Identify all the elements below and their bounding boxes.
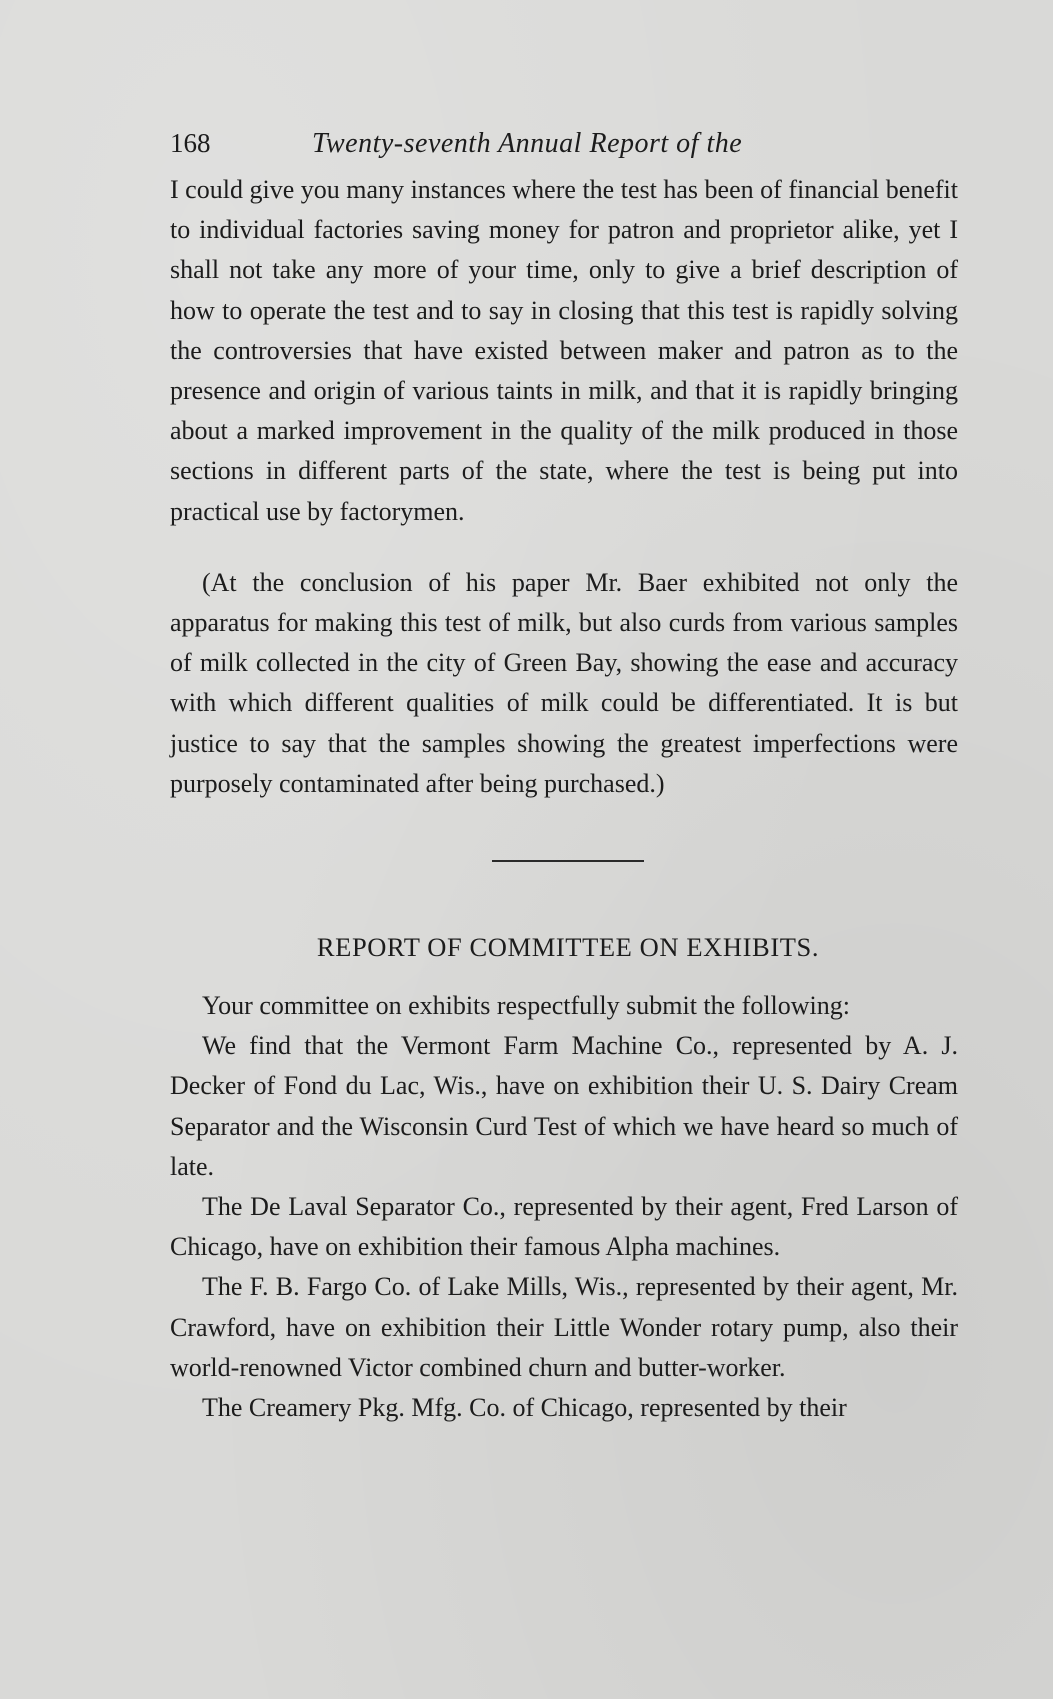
- page-number: 168: [170, 128, 211, 158]
- section-paragraph-1: Your committee on exhibits respectfully submit the following:: [202, 991, 851, 1021]
- document-page: [170, 120, 958, 1428]
- section-title: REPORT OF COMMITTEE ON EXHIBITS.: [316, 932, 820, 963]
- section-paragraph-5: The Creamery Pkg. Mfg. Co. of Chicago, represented by their: [202, 1393, 847, 1423]
- body-paragraph-1: I could give you many instances where the test has been of financial benefit to individual factories saving money for patron and proprietor alike, yet I shall not take any more of your time, only to give a brief description of how to operate the test and to say in closing that this test is rapidly solving the controversies that have existed between maker and patron as to the presence and origin of various taints in milk, and that it is rapidly bringing about a marked improvement in the quality of the milk produced in those sections in different parts of the state, where the test is being put into practical use by factorymen.: [170, 175, 958, 526]
- section-paragraph-3: The De Laval Separator Co., represented by their agent, Fred Larson of Chicago, have on exhibition their famous Alpha machines.: [170, 1192, 958, 1262]
- section-paragraph-2: We find that the Vermont Farm Machine Co., represented by A. J. Decker of Fond du Lac, Wis., have on exhibition their U. S. Dairy Cream Separator and the Wisconsin Curd Test of which we have heard so much of late.: [170, 1031, 958, 1181]
- section-body: [170, 986, 958, 1428]
- running-title: Twenty-seventh Annual Report of the: [312, 128, 743, 159]
- page-header: [170, 120, 958, 170]
- body-paragraph-2: (At the conclusion of his paper Mr. Baer exhibited not only the apparatus for making this test of milk, but also curds from various samples of milk collected in the city of Green Bay, showing the ease and accuracy with which different qualities of milk could be differentiated. It is but justice to say that the samples showing the greatest imperfections were purposely contaminated after being purchased.): [170, 567, 958, 798]
- section-divider: [492, 860, 644, 862]
- section-paragraph-4: The F. B. Fargo Co. of Lake Mills, Wis., represented by their agent, Mr. Crawford, have on exhibition their Little Wonder rotary pump, also their world-renowned Victor combined churn and butter-worker.: [170, 1272, 958, 1382]
